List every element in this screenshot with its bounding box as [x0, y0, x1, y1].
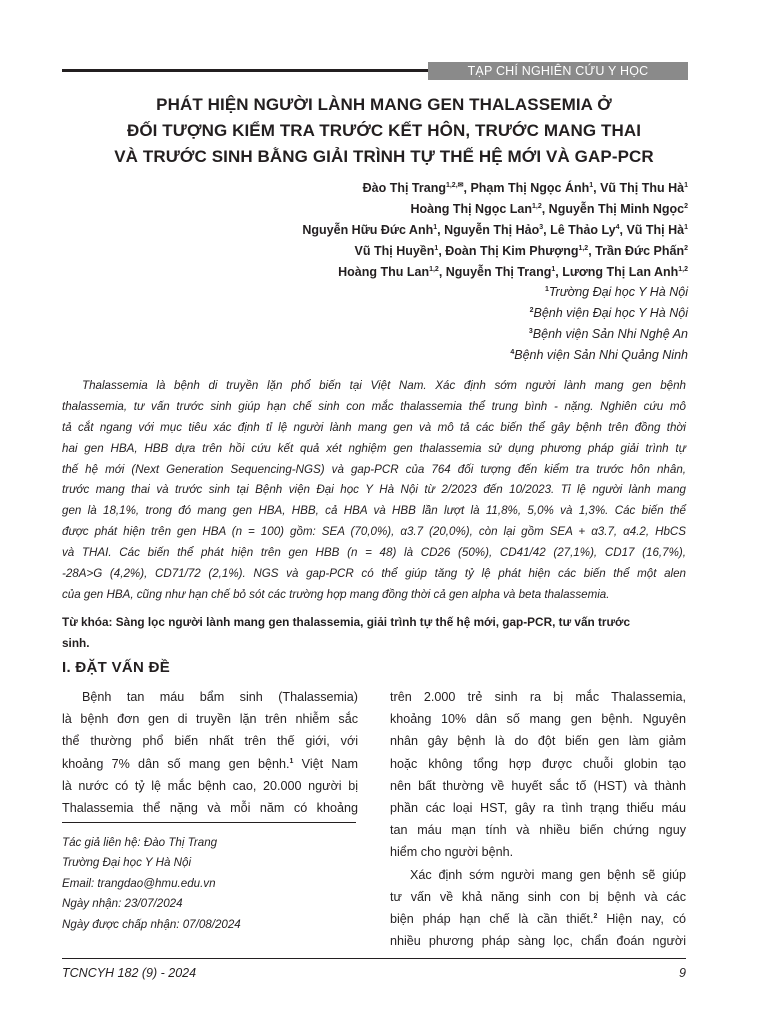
body-text: Việt Nam	[293, 756, 359, 771]
footnote-line: Ngày nhận: 23/07/2024	[62, 897, 183, 911]
body-line: là nước có tỷ lệ mắc bệnh cao, 20.000 người bị	[62, 778, 358, 793]
author-line	[48, 220, 688, 241]
body-line: hiểm cho người bệnh.	[390, 845, 514, 860]
journal-name-tab: TẠP CHÍ NGHIÊN CỨU Y HỌC	[428, 62, 688, 80]
body-text: Hiện nay, có	[597, 911, 686, 926]
abstract	[62, 376, 686, 606]
affiliation-text: Bệnh viện Sản Nhi Nghệ An	[532, 327, 688, 341]
section-heading: I. ĐẶT VẤN ĐỀ	[62, 659, 171, 676]
author-name: , Nguyễn Thị Hảo	[437, 223, 540, 237]
keywords-line: Từ khóa: Sàng lọc người lành mang gen thalassemia, giải trình tự thế hệ mới, gap-PCR, tư vấn trước	[62, 615, 631, 629]
body-line: Xác định sớm người mang gen bệnh sẽ giúp	[410, 867, 686, 882]
author-name: , Lê Thảo Ly	[543, 223, 616, 237]
author-sup: 4	[615, 223, 620, 231]
footer-rule	[62, 958, 686, 959]
author-sup: 1	[433, 223, 438, 231]
affiliation	[288, 345, 688, 366]
author-name: , Đoàn Thị Kim Phượng	[438, 244, 579, 258]
author-sup: 1	[589, 181, 594, 189]
article-title	[40, 92, 728, 170]
footnote	[62, 833, 241, 935]
footnote-line: Tác giả liên hệ: Đào Thị Trang	[62, 836, 218, 849]
author-sup: 1,2	[578, 244, 589, 252]
author-line	[48, 199, 688, 220]
author-line	[48, 262, 688, 283]
author-name: Hoàng Thị Ngọc Lan	[410, 202, 532, 216]
affiliation-text: Bệnh viện Sản Nhi Quảng Ninh	[514, 348, 688, 362]
page-number: 9	[679, 966, 686, 980]
author-name: , Nguyễn Thị Trang	[438, 265, 552, 279]
body-line: khoảng 10% dân số mang gen bệnh. Nguyên	[390, 712, 686, 727]
body-line: Thalassemia thể nặng và mỗi năm có khoảng	[62, 800, 358, 815]
author-sup: 2	[684, 244, 688, 252]
abstract-line: và THAI. Các biến thể phát hiện trên gen HBB (n = 48) là CD26 (50%), CD41/42 (27,1%), CD17 (16,7%),	[62, 546, 686, 560]
footer-citation: TCNCYH 182 (9) - 2024	[62, 966, 197, 980]
footnote-line: Ngày được chấp nhận: 07/08/2024	[62, 917, 241, 931]
body-line	[62, 753, 358, 775]
abstract-line: Thalassemia là bệnh di truyền lặn phổ biến tại Việt Nam. Xác định sớm người lành mang gen bệnh	[82, 379, 686, 392]
author-sup: 1,2	[532, 202, 542, 210]
affiliation-text: Trường Đại học Y Hà Nội	[548, 285, 688, 299]
author-sup: 1,2,✉	[445, 181, 464, 189]
author-name: Nguyễn Hữu Đức Anh	[302, 223, 434, 237]
affiliation-sup: 3	[528, 327, 533, 335]
author-name: , Phạm Thị Ngọc Ánh	[463, 181, 590, 195]
abstract-line: được phát hiện trên gen HBA (n = 100) gồm: SEA (70,0%), α3.7 (20,0%), còn lại gồm SEA + α3.7, α4.2, HbCS	[62, 525, 686, 539]
body-text: biện pháp hạn chế là cần thiết.	[390, 911, 594, 926]
citation-sup: 2	[593, 912, 598, 920]
abstract-line: thế hệ mới (Next Generation Sequencing-NGS) và gap-PCR của 764 đối tượng đến kiểm tra trước hôn nhân,	[62, 462, 686, 476]
body-line: là bệnh đơn gen di truyền lặn trên nhiễm sắc	[62, 712, 358, 727]
title-line: ĐỐI TƯỢNG KIỂM TRA TRƯỚC KẾT HÔN, TRƯỚC MANG THAI	[126, 121, 642, 140]
abstract-line: thalassemia, tư vấn trước sinh giúp hạn chế sinh con mắc thalassemia thể trung bình - nặng. Nghiên cứu mô	[62, 399, 686, 413]
author-line	[48, 178, 688, 199]
body-line: tan máu mạn tính và nhiều biến chứng nguy	[390, 823, 686, 838]
affiliation	[288, 303, 688, 324]
author-name: , Nguyễn Thị Minh Ngọc	[541, 202, 685, 216]
body-line: nên bất thường về huyết sắc tố (HST) và thành	[390, 778, 686, 793]
affiliation-text: Bệnh viện Đại học Y Hà Nội	[533, 306, 688, 320]
abstract-line: gen là 18,1%, trong đó mang gen HBA, HBB, cả HBA và HBB lần lượt là 11,8%, 5,0% và 1,3%. Các biến thể	[62, 504, 686, 518]
body-line: tư vấn về khả năng sinh con bị bệnh và các	[390, 889, 686, 904]
body-line: thể thường phổ biến nhất trên thế giới, với	[62, 734, 358, 749]
header-rule	[62, 69, 428, 72]
body-line	[390, 908, 686, 930]
abstract-line: -28A>G (4,2%), CD71/72 (2,1%). NGS và gap-PCR có thể giúp tăng tỷ lệ phát hiện các biến thể một alen	[62, 567, 686, 581]
body-column-left	[62, 686, 358, 819]
keywords	[62, 612, 686, 654]
body-line: trên 2.000 trẻ sinh ra bị mắc Thalassemia,	[390, 690, 686, 704]
author-sup: 2	[684, 202, 688, 210]
affiliation-sup: 4	[510, 348, 515, 356]
author-sup: 1,2	[678, 265, 688, 273]
abstract-line: hai gen HBA, HBB dựa trên hồi cứu kết quả xét nghiệm gen thalassemia sử dụng phương pháp giải trình tự	[62, 441, 686, 455]
body-line: nhiều phương pháp sàng lọc, chẩn đoán người	[390, 934, 686, 949]
author-sup: 1	[684, 181, 688, 189]
author-name: , Vũ Thị Thu Hà	[593, 181, 685, 195]
affiliation-list	[288, 282, 688, 366]
author-sup: 3	[539, 223, 544, 231]
affiliation-sup: 1	[544, 285, 549, 293]
body-line: nhân gây bệnh là do đột biến gen làm giảm	[390, 734, 686, 749]
affiliation-sup: 2	[529, 306, 534, 314]
author-name: , Lương Thị Lan Anh	[555, 265, 679, 279]
footnote-line: Trường Đại học Y Hà Nội	[62, 856, 192, 870]
abstract-line: trước mang thai và trước sinh tại Bệnh viện Đại học Y Hà Nội từ 2/2023 đến 10/2023. Tỉ lệ người lành mang	[62, 483, 686, 497]
footnote-line: Email: trangdao@hmu.edu.vn	[62, 876, 216, 890]
author-sup: 1	[551, 265, 556, 273]
body-line: phần các loại HST, gây ra tình trạng thiếu máu	[390, 800, 686, 815]
author-name: Đào Thị Trang	[362, 181, 446, 195]
author-sup: 1,2	[429, 265, 439, 273]
author-name: Hoàng Thu Lan	[338, 265, 430, 279]
citation-sup: 1	[289, 757, 294, 765]
body-line: hoặc không tổng hợp được chuỗi globin tạo	[390, 756, 686, 771]
author-sup: 1	[684, 223, 688, 231]
title-line: PHÁT HIỆN NGƯỜI LÀNH MANG GEN THALASSEMIA Ở	[156, 95, 612, 114]
author-name: , Trần Đức Phấn	[588, 244, 685, 258]
author-name: , Vũ Thị Hà	[619, 223, 685, 237]
footnote-rule	[62, 822, 356, 823]
affiliation	[288, 324, 688, 345]
author-line	[48, 241, 688, 262]
keywords-line: sinh.	[62, 636, 90, 650]
body-line: Bệnh tan máu bẩm sinh (Thalassemia)	[82, 690, 358, 704]
abstract-line: của gen HBA, cũng như hạn chế bỏ sót các trường hợp mang đồng thời cả gen alpha và beta thalassemia.	[62, 587, 610, 601]
title-line: VÀ TRƯỚC SINH BẰNG GIẢI TRÌNH TỰ THẾ HỆ MỚI VÀ GAP-PCR	[114, 147, 654, 166]
affiliation	[288, 282, 688, 303]
abstract-line: tả cắt ngang với mục tiêu xác định tỉ lệ người lành mang gen và mô tả các biến thể gây bệnh trên đồng thời	[62, 420, 686, 434]
body-column-right	[390, 686, 686, 952]
author-sup: 1	[434, 244, 439, 252]
body-text: khoảng 7% dân số mang gen bệnh.	[62, 756, 290, 771]
author-name: Vũ Thị Huyền	[354, 244, 435, 258]
author-list	[48, 178, 688, 283]
